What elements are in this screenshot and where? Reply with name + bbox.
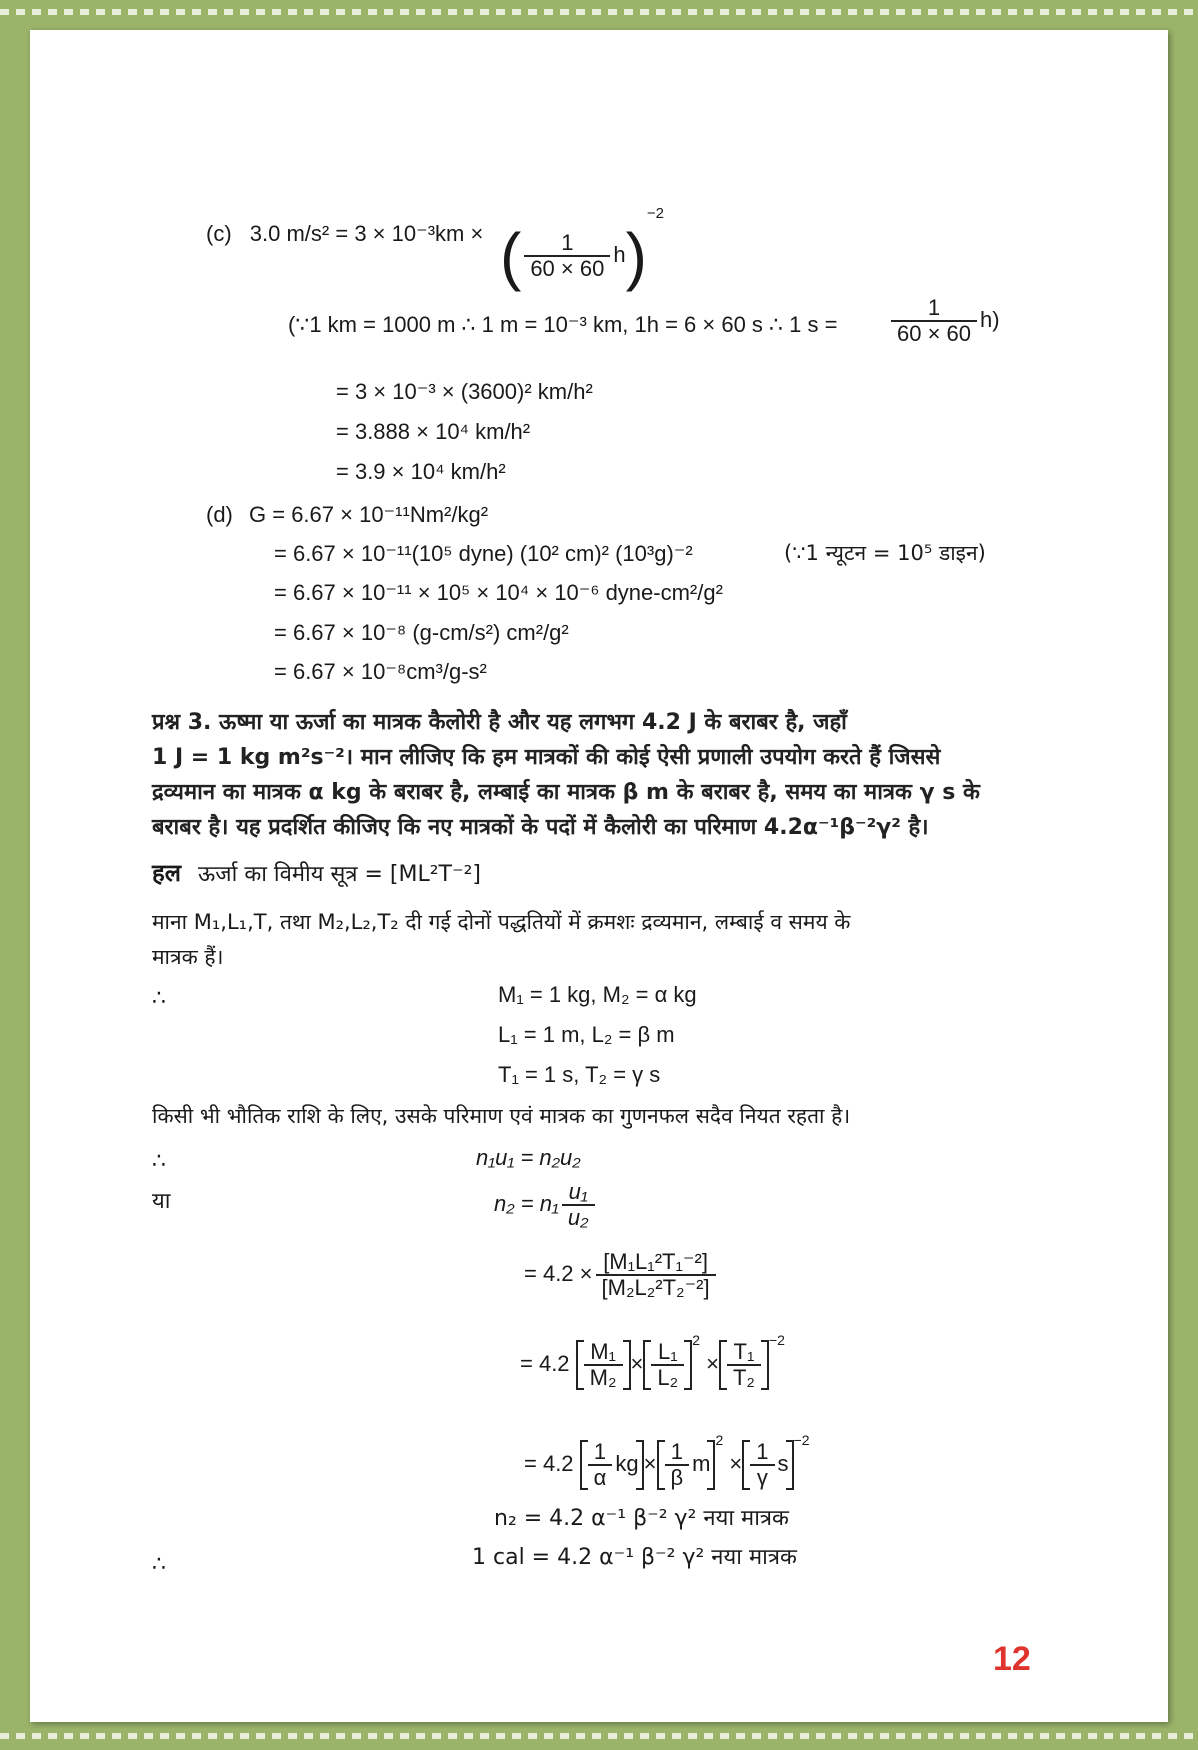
exp-2b: 2 <box>715 1432 724 1448</box>
time-eq: T₁ = 1 s, T₂ = γ s <box>498 1062 661 1087</box>
exp-2: 2 <box>692 1332 700 1348</box>
final-result-n2: n₂ = 4.2 α⁻¹ β⁻² γ² नया मात्रक <box>494 1506 789 1531</box>
eq-units-left: = 4.2 <box>524 1451 574 1476</box>
part-c-label: (c) <box>206 221 232 246</box>
ratio-t-den: T₂ <box>727 1364 761 1390</box>
unit-t-den: γ <box>750 1464 774 1490</box>
unit-m-den: α <box>588 1464 613 1490</box>
mass-eq: M₁ = 1 kg, M₂ = α kg <box>498 982 697 1007</box>
eq-ratio-left: = 4.2 <box>520 1351 570 1376</box>
solution-para2: किसी भी भौतिक राशि के लिए, उसके परिमाण एवं मात्रक का गुणनफल सदैव नियत रहता है। <box>152 1104 851 1128</box>
unit-l-den: β <box>665 1464 690 1490</box>
bottom-dashed-border <box>0 1733 1198 1739</box>
question3-line4: बराबर है। यह प्रदर्शित कीजिए कि नए मात्रकों के पदों में कैलोरी का परिमाण 4.2α⁻¹β⁻²γ² है। <box>152 815 929 840</box>
part-c-note-fraction-group <box>888 296 1000 346</box>
part-c-fraction <box>524 231 610 281</box>
part-c-step3: = 3.9 × 10⁴ km/h² <box>336 459 506 484</box>
length-eq: L₁ = 1 m, L₂ = β m <box>498 1022 675 1047</box>
ratio-l-bracket <box>643 1340 692 1390</box>
ratio-l <box>651 1340 684 1390</box>
part-d-eq: G = 6.67 × 10⁻¹¹Nm²/kg² <box>249 502 489 527</box>
ratio-t <box>727 1340 761 1390</box>
exp-minus-2: −2 <box>768 1332 785 1348</box>
part-d-step1: = 6.67 × 10⁻¹¹(10⁵ dyne) (10² cm)² (10³g)⁻² <box>274 541 693 566</box>
part-d-label: (d) <box>206 502 233 527</box>
unit-m-bracket <box>580 1440 644 1490</box>
unit-m-label: m <box>692 1451 711 1476</box>
ratio-m-num: M₁ <box>590 1339 616 1364</box>
part-d-step2: = 6.67 × 10⁻¹¹ × 10⁵ × 10⁴ × 10⁻⁶ dyne-cm²/g² <box>274 580 723 605</box>
solution-heading-line <box>152 860 481 887</box>
unit-kg: kg <box>615 1451 639 1476</box>
or-label: या <box>152 1189 171 1214</box>
part-c-step1: = 3 × 10⁻³ × (3600)² km/h² <box>336 379 593 404</box>
unit-m-num: 1 <box>593 1439 607 1464</box>
note-fraction <box>891 296 977 346</box>
unit-m <box>588 1440 613 1490</box>
unit-l-num: 1 <box>670 1439 683 1464</box>
ratio-m-bracket <box>576 1340 631 1390</box>
eq-n2 <box>494 1180 598 1230</box>
fraction-numerator: 1 <box>561 230 574 255</box>
therefore-symbol-1: ∴ <box>152 985 166 1010</box>
part-c-line1 <box>206 222 483 246</box>
eq-ratio <box>520 1332 785 1391</box>
part-d-step4: = 6.67 × 10⁻⁸cm³/g-s² <box>274 659 487 684</box>
eq-n1u1: n₁u₁ = n₂u₂ <box>476 1145 581 1170</box>
ratio-t-num: T₁ <box>733 1339 755 1364</box>
part-c-fraction-group <box>500 205 664 293</box>
top-dashed-border <box>0 9 1198 15</box>
part-c-step2: = 3.888 × 10⁴ km/h² <box>336 419 531 444</box>
part-d-step3: = 6.67 × 10⁻⁸ (g-cm/s²) cm²/g² <box>274 620 569 645</box>
times-1: × <box>630 1351 644 1376</box>
question3-line1: प्रश्न 3. ऊष्मा या ऊर्जा का मात्रक कैलोरी है और यह लगभग 4.2 J के बराबर है, जहाँ <box>152 710 847 735</box>
exp-minus-2b: −2 <box>793 1432 810 1448</box>
ratio-m <box>584 1340 623 1390</box>
times-2: × <box>706 1351 719 1376</box>
eq-42-num: [M₁L₁²T₁⁻²] <box>603 1249 708 1274</box>
therefore-symbol-2: ∴ <box>152 1148 166 1173</box>
eq-42-fraction <box>596 1250 716 1300</box>
fraction-denominator: 60 × 60 <box>524 255 610 281</box>
unit-l-bracket <box>657 1440 716 1490</box>
times-3: × <box>643 1451 657 1476</box>
page-number: 12 <box>993 1640 1031 1678</box>
dimensional-formula: ऊर्जा का विमीय सूत्र = [ML²T⁻²] <box>198 862 481 887</box>
eq-n2-left: n₂ = n₁ <box>494 1191 559 1216</box>
solution-para1-line2: मात्रक हैं। <box>152 945 224 969</box>
question3-line2: 1 J = 1 kg m²s⁻²। मान लीजिए कि हम मात्रकों की कोई ऐसी प्रणाली उपयोग करते हैं जिससे <box>152 745 941 770</box>
ratio-m-den: M₂ <box>584 1364 623 1390</box>
ratio-l-num: L₁ <box>657 1339 678 1364</box>
part-c-note <box>288 313 837 337</box>
unit-t-num: 1 <box>756 1439 769 1464</box>
eq-units <box>524 1432 810 1491</box>
therefore-symbol-3: ∴ <box>152 1551 166 1576</box>
part-d-line1 <box>206 503 488 527</box>
eq-42 <box>524 1250 719 1300</box>
ratio-l-den: L₂ <box>651 1364 684 1390</box>
note-left: (∵1 km = 1000 m ∴ 1 m = 10⁻³ km, 1h = 6 × 60 s ∴ 1 s = <box>288 312 838 337</box>
note-denominator: 60 × 60 <box>891 320 977 346</box>
note-right: h) <box>980 307 1000 332</box>
ratio-t-bracket <box>719 1340 769 1390</box>
part-d-note: (∵1 न्यूटन = 10⁵ डाइन) <box>784 541 986 565</box>
open-paren: ( <box>500 220 522 293</box>
part-c-eq-left: 3.0 m/s² = 3 × 10⁻³km × <box>249 221 484 246</box>
unit-t <box>750 1440 774 1490</box>
unit-h: h <box>613 242 626 267</box>
eq-n2-num: u₁ <box>568 1179 588 1204</box>
eq-42-left: = 4.2 × <box>524 1261 593 1286</box>
unit-s: s <box>777 1451 789 1476</box>
times-4: × <box>729 1451 743 1476</box>
note-numerator: 1 <box>927 295 941 320</box>
eq-n2-den: u₂ <box>562 1204 595 1230</box>
solution-heading: हल <box>152 859 182 887</box>
eq-42-den: [M₂L₂²T₂⁻²] <box>596 1274 716 1300</box>
solution-para1-line1: माना M₁,L₁,T, तथा M₂,L₂,T₂ दी गई दोनों पद्धतियों में क्रमशः द्रव्यमान, लम्बाई व समय के <box>152 910 851 934</box>
unit-l <box>665 1440 690 1490</box>
exponent: −2 <box>646 205 664 222</box>
question3-line3: द्रव्यमान का मात्रक α kg के बराबर है, लम्बाई का मात्रक β m के बराबर है, समय का मात्रक γ s के <box>152 780 980 805</box>
eq-n2-fraction <box>562 1180 595 1230</box>
close-paren: ) <box>625 220 647 293</box>
final-result-cal: 1 cal = 4.2 α⁻¹ β⁻² γ² नया मात्रक <box>472 1545 797 1570</box>
unit-t-bracket <box>742 1440 793 1490</box>
